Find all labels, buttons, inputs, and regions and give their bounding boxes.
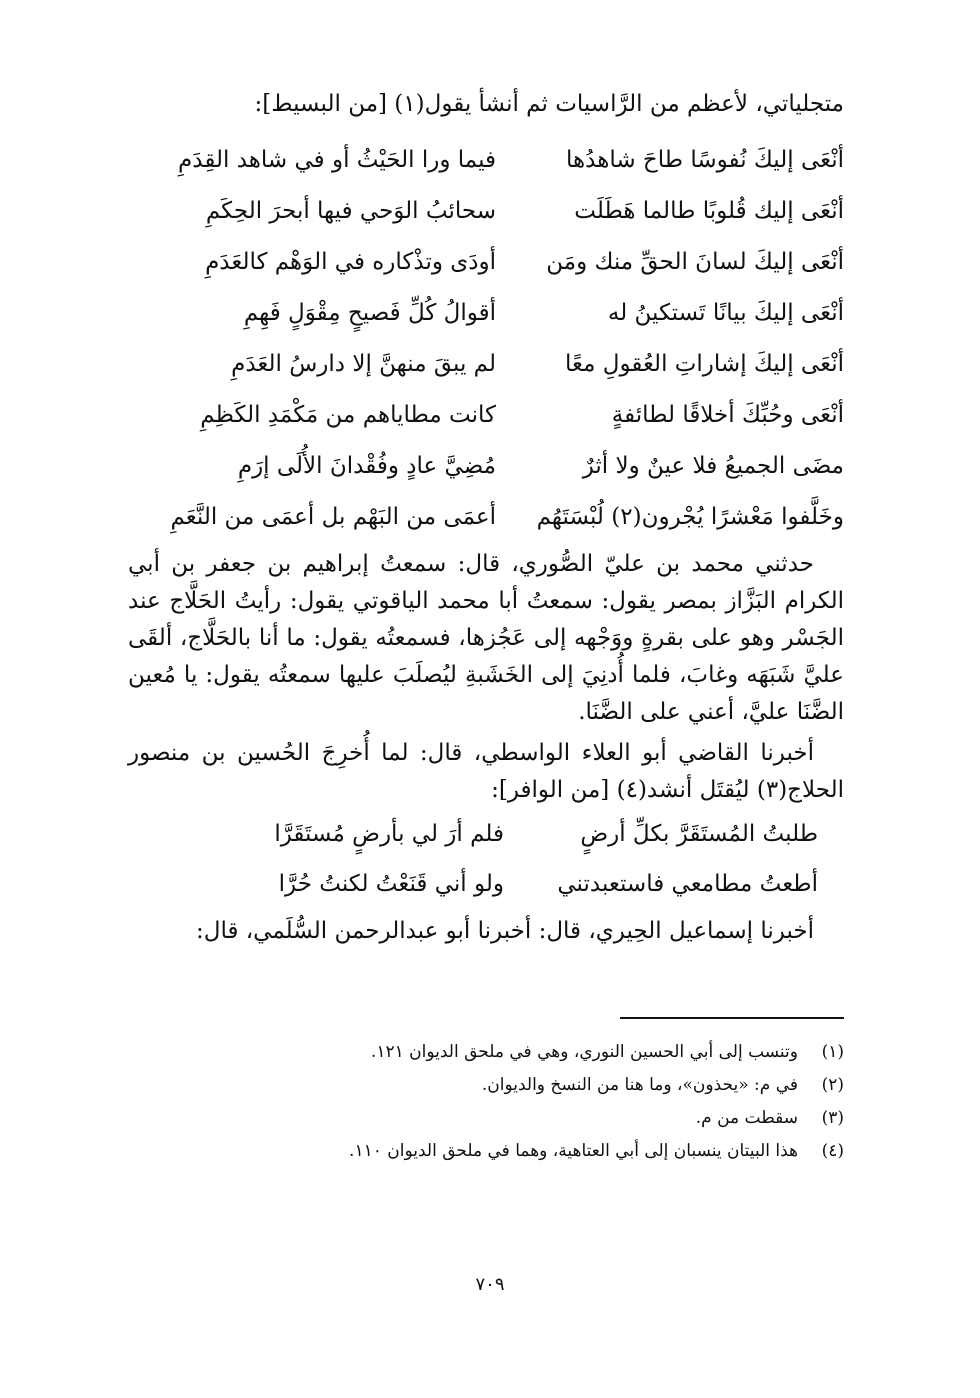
narration-text: أخبرنا إسماعيل الحِيري، قال: أخبرنا أبو عبدالرحمن السُّلَمي، قال: bbox=[195, 918, 814, 944]
footnote bbox=[128, 1069, 844, 1102]
verse-first-hemistich: وخَلَّفوا مَعْشرًا يُجْرون(٢) لُبْسَتَهُم bbox=[536, 503, 844, 530]
poem-verse bbox=[128, 389, 844, 440]
verse-first-hemistich: أطعتُ مطامعي فاستعبدتني bbox=[557, 871, 818, 897]
verse-first-hemistich: أنْعَى إليكَ نُفوسًا طاحَ شاهدُها bbox=[566, 146, 844, 173]
poem-verse bbox=[128, 859, 844, 909]
verse-first-hemistich: أنْعَى إليك قُلوبًا طالما هَطَلَت bbox=[574, 197, 844, 224]
page-body bbox=[128, 88, 844, 950]
intro-line: متجلياتي، لأعظم من الرَّاسيات ثم أنشأ يقول(١) [من البسيط]: bbox=[254, 91, 844, 117]
verse-first-hemistich: أنْعَى إليكَ إشاراتِ العُقولِ معًا bbox=[565, 350, 844, 377]
verse-second-hemistich: لم يبقَ منهنَّ إلا دارسُ العَدَمِ bbox=[231, 350, 496, 377]
verse-second-hemistich: مُضِيَّ عادٍ وفُقْدانَ الأُلَى إرَمِ bbox=[237, 452, 496, 479]
poem-verse bbox=[128, 185, 844, 236]
footnotes bbox=[128, 1036, 844, 1168]
poem-verse bbox=[128, 809, 844, 859]
footnote-text: هذا البيتان ينسبان إلى أبي العتاهية، وهما في ملحق الديوان ١١٠. bbox=[349, 1141, 798, 1161]
footnote-text: في م: «يحذون»، وما هنا من النسخ والديوان. bbox=[481, 1075, 798, 1095]
poem-verse bbox=[128, 440, 844, 491]
verse-second-hemistich: سحائبُ الوَحي فيها أبحرَ الحِكَمِ bbox=[205, 197, 496, 224]
verse-first-hemistich: أنْعَى وحُبِّكَ أخلاقًا لطائفةٍ bbox=[611, 401, 844, 428]
poem-verse bbox=[128, 338, 844, 389]
verse-second-hemistich: ولو أني قَنَعْتُ لكنتُ حُرَّا bbox=[278, 871, 504, 897]
narration-paragraph bbox=[128, 913, 844, 950]
poem-wafir bbox=[128, 809, 844, 909]
verse-first-hemistich: مضَى الجميعُ فلا عينٌ ولا أثرٌ bbox=[582, 452, 844, 479]
verse-second-hemistich: أقوالُ كُلِّ فَصيحٍ مِقْوَلٍ فَهِمِ bbox=[243, 299, 496, 326]
verse-first-hemistich: أنْعَى إليكَ لسانَ الحقِّ منك ومَن bbox=[546, 248, 844, 275]
footnote bbox=[128, 1135, 844, 1168]
verse-first-hemistich: طلبتُ المُستَقَرَّ بكلِّ أرضٍ bbox=[580, 821, 818, 847]
verse-first-hemistich: أنْعَى إليكَ بيانًا تَستكينُ له bbox=[607, 299, 844, 326]
footnote-text: وتنسب إلى أبي الحسين النوري، وهي في ملحق الديوان ١٢١. bbox=[370, 1042, 798, 1062]
footnote-number: (٣) bbox=[821, 1108, 844, 1128]
poem-verse bbox=[128, 287, 844, 338]
narration-text: أخبرنا القاضي أبو العلاء الواسطي، قال: لما أُخرِجَ الحُسين بن منصور الحلاج(٣) ليُقتَل أنشد(٤) [من الوافر]: bbox=[128, 740, 844, 803]
poem-verse bbox=[128, 236, 844, 287]
poem-verse bbox=[128, 491, 844, 542]
poem-verse bbox=[128, 134, 844, 185]
verse-second-hemistich: فلم أرَ لي بأرضٍ مُستَقَرَّا bbox=[274, 821, 504, 847]
footnote-divider bbox=[620, 1017, 844, 1019]
verse-second-hemistich: فيما ورا الحَيْثُ أو في شاهد القِدَمِ bbox=[178, 146, 496, 173]
footnote-number: (٤) bbox=[821, 1141, 844, 1161]
verse-second-hemistich: أودَى وتذْكاره في الوَهْم كالعَدَمِ bbox=[205, 248, 496, 275]
footnote bbox=[128, 1036, 844, 1069]
footnote-text: سقطت من م. bbox=[695, 1108, 798, 1128]
page-number: ٧٠٩ bbox=[475, 1274, 505, 1295]
footnote-number: (١) bbox=[821, 1042, 844, 1062]
narration-text: حدثني محمد بن عليّ الصُّوري، قال: سمعتُ إبراهيم بن جعفر بن أبي الكرام البَزَّاز بمصر يقول: سمعتُ أبا محمد الياقوتي يقول: رأيتُ الحَلَّاج عند الجَسْر وهو على بقرةٍ ووَجْهه إلى عَجُزها، فسمعتُه يقول: ما أنا بالحَلَّاج، ألقَى عليَّ شَبَهَه وغابَ، فلما أُدنِيَ إلى الخَشَبةِ ليُصلَبَ عليها سمعتُه يقول: يا مُعين الضَّنَا عليَّ، أعني على الضَّنَا. bbox=[128, 551, 844, 725]
verse-second-hemistich: أعمَى من البَهْم بل أعمَى من النَّعَمِ bbox=[170, 503, 496, 530]
narration-paragraph bbox=[128, 546, 844, 731]
footnote-number: (٢) bbox=[821, 1075, 844, 1095]
narration-paragraph bbox=[128, 735, 844, 809]
verse-second-hemistich: كانت مطاياهم من مَكْمَدِ الكَظِمِ bbox=[200, 401, 496, 428]
poem-basit bbox=[128, 134, 844, 542]
footnote bbox=[128, 1102, 844, 1135]
